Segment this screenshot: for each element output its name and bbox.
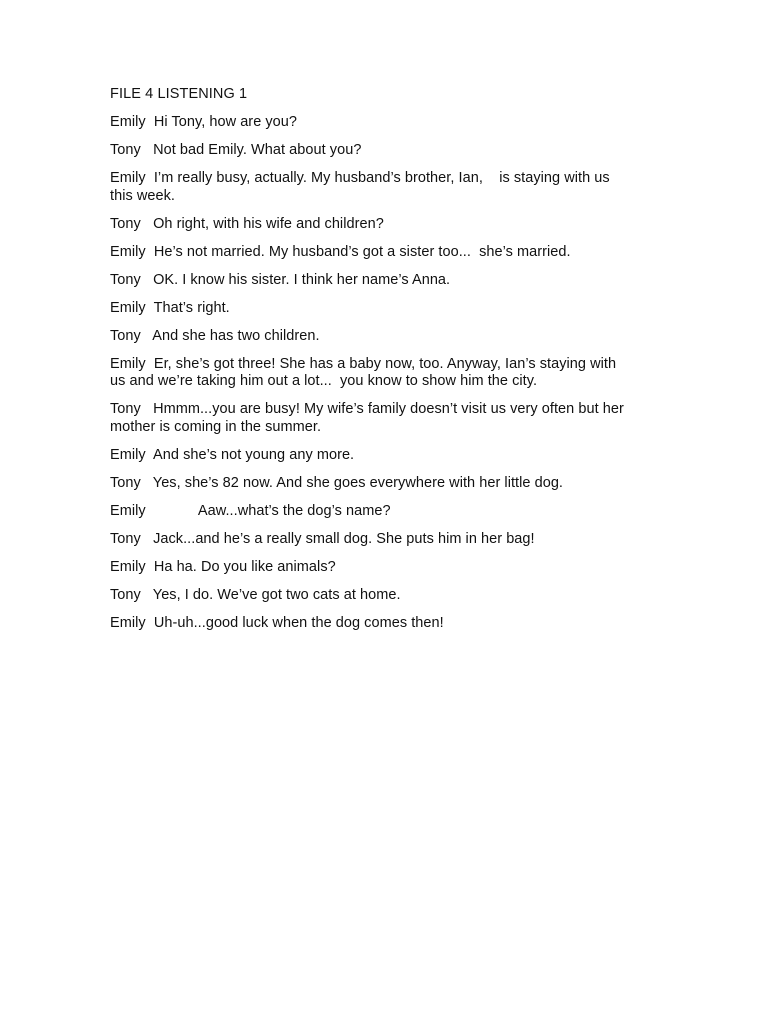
dialogue-line: Tony Oh right, with his wife and children?	[110, 215, 384, 232]
dialogue-line: Emily Uh-uh...good luck when the dog comes then!	[110, 614, 444, 631]
dialogue-line: Tony Hmmm...you are busy! My wife’s family doesn’t visit us very often but her mother is coming in the summer.	[110, 401, 624, 435]
document-title: FILE 4 LISTENING 1	[110, 86, 248, 102]
dialogue-line: Emily Er, she’s got three! She has a baby now, too. Anyway, Ian’s staying with us and we’re taking him out a lot... you know to show him the city.	[110, 355, 617, 389]
dialogue-line: Emily And she’s not young any more.	[110, 446, 355, 463]
dialogue-line: Tony And she has two children.	[110, 327, 320, 344]
dialogue-line: Tony Jack...and he’s a really small dog. She puts him in her bag!	[110, 530, 535, 547]
dialogue-line: Emily Hi Tony, how are you?	[110, 114, 298, 130]
dialogue-line: Emily He’s not married. My husband’s got a sister too... she’s married.	[110, 243, 571, 260]
dialogue-line: Tony Yes, I do. We’ve got two cats at home.	[110, 586, 401, 603]
dialogue-line: Emily That’s right.	[110, 299, 230, 316]
dialogue-line: Tony Yes, she’s 82 now. And she goes everywhere with her little dog.	[110, 474, 564, 491]
dialogue-line: Emily Aaw...what’s the dog’s name?	[110, 502, 391, 519]
dialogue-line: Emily I’m really busy, actually. My husband’s brother, Ian, is staying with us this week.	[110, 170, 610, 204]
dialogue-line: Tony OK. I know his sister. I think her name’s Anna.	[110, 271, 451, 288]
document-page	[110, 86, 670, 643]
dialogue-line: Tony Not bad Emily. What about you?	[110, 142, 362, 158]
dialogue-line: Emily Ha ha. Do you like animals?	[110, 558, 336, 575]
